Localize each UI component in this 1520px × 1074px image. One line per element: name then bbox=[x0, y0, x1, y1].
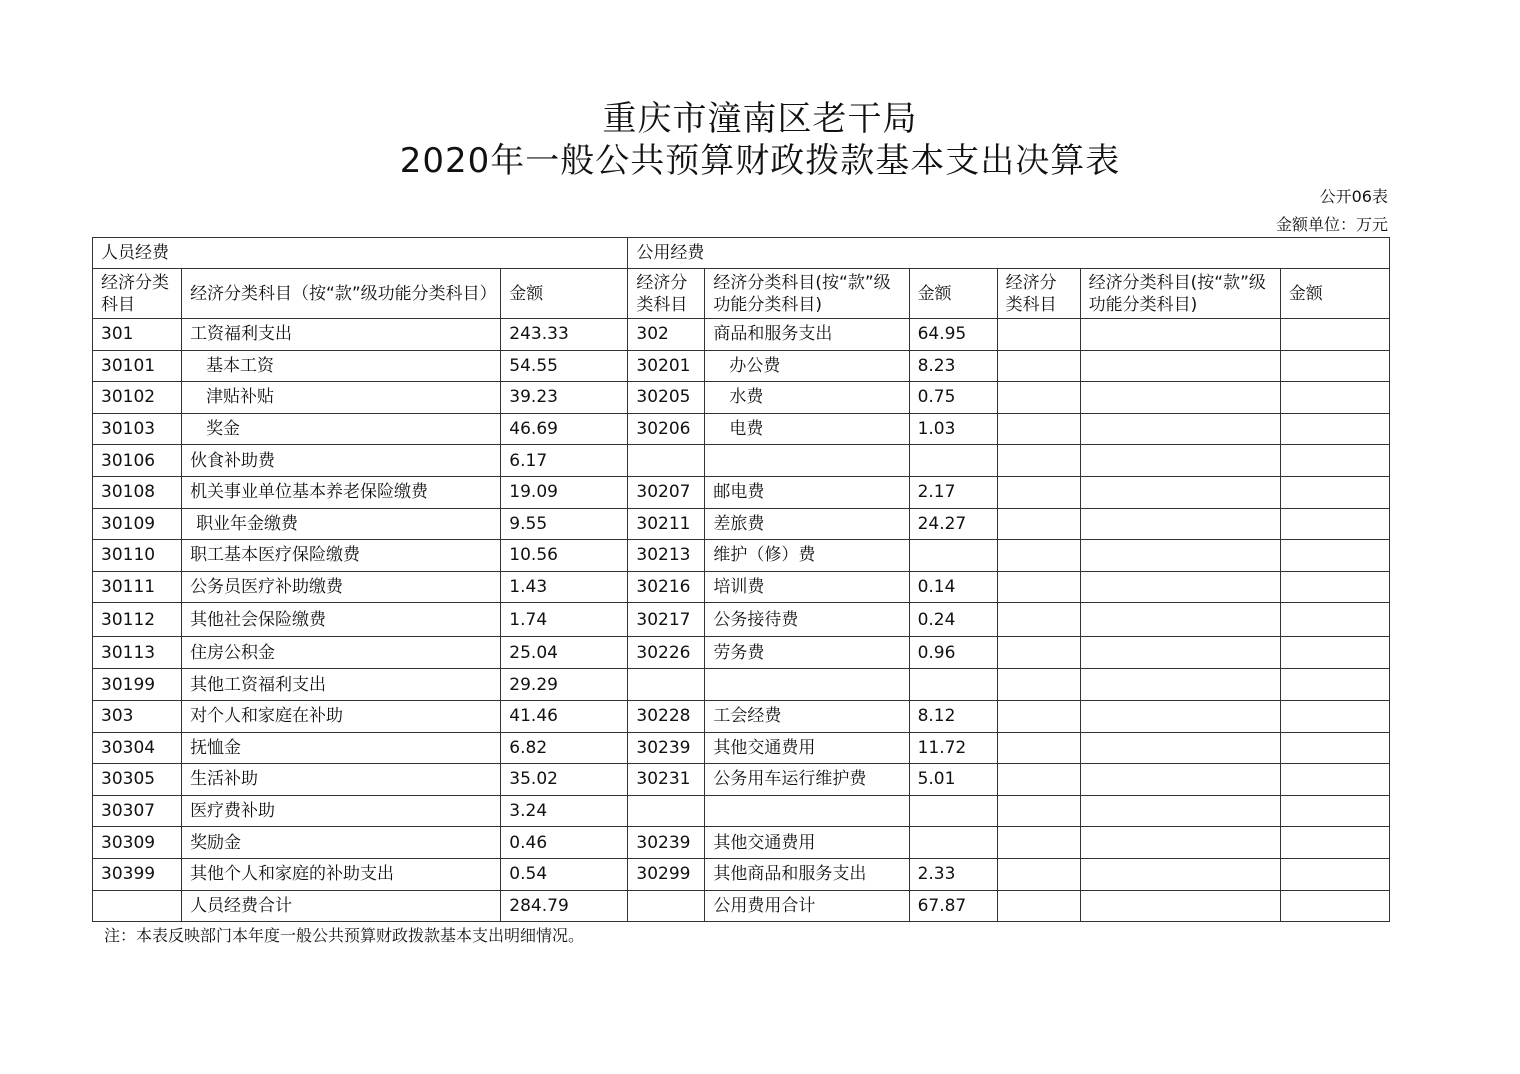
extra-amount-cell bbox=[1280, 508, 1389, 540]
public-code-cell: 30205 bbox=[628, 382, 705, 414]
personnel-amount-cell: 9.55 bbox=[501, 508, 628, 540]
personnel-name-cell: 基本工资 bbox=[182, 350, 501, 382]
extra-name-cell bbox=[1080, 827, 1280, 859]
personnel-code-cell: 30108 bbox=[93, 476, 182, 508]
personnel-name-cell: 工资福利支出 bbox=[182, 319, 501, 351]
extra-code-cell bbox=[997, 669, 1080, 701]
extra-name-cell bbox=[1080, 669, 1280, 701]
personnel-name-cell: 生活补助 bbox=[182, 764, 501, 796]
public-name-cell: 商品和服务支出 bbox=[705, 319, 909, 351]
public-code-cell: 30206 bbox=[628, 413, 705, 445]
personnel-total-amount: 284.79 bbox=[501, 890, 628, 921]
table-row bbox=[93, 700, 1390, 732]
personnel-name-cell: 机关事业单位基本养老保险缴费 bbox=[182, 476, 501, 508]
public-amount-cell: 64.95 bbox=[909, 319, 997, 351]
personnel-code-cell: 30399 bbox=[93, 858, 182, 890]
extra-amount-cell bbox=[1280, 732, 1389, 764]
extra-name-cell bbox=[1080, 858, 1280, 890]
extra-amount-cell bbox=[1280, 350, 1389, 382]
personnel-name-cell: 职工基本医疗保险缴费 bbox=[182, 540, 501, 572]
extra-name-cell bbox=[1080, 508, 1280, 540]
personnel-code-cell: 30111 bbox=[93, 571, 182, 603]
public-amount-cell: 1.03 bbox=[909, 413, 997, 445]
extra-amount-cell bbox=[1280, 827, 1389, 859]
public-amount-cell: 8.23 bbox=[909, 350, 997, 382]
personnel-code-cell: 30304 bbox=[93, 732, 182, 764]
personnel-amount-cell: 0.54 bbox=[501, 858, 628, 890]
extra-code-cell bbox=[997, 764, 1080, 796]
personnel-amount-cell: 25.04 bbox=[501, 637, 628, 669]
personnel-amount-cell: 35.02 bbox=[501, 764, 628, 796]
totals-row bbox=[93, 890, 1390, 921]
public-code-cell: 30299 bbox=[628, 858, 705, 890]
extra-amount-cell bbox=[1280, 413, 1389, 445]
public-amount-cell: 0.96 bbox=[909, 637, 997, 669]
extra-code-cell bbox=[997, 508, 1080, 540]
public-code-cell: 30213 bbox=[628, 540, 705, 572]
public-code-cell bbox=[628, 890, 705, 921]
public-name-cell: 维护（修）费 bbox=[705, 540, 909, 572]
public-total-amount: 67.87 bbox=[909, 890, 997, 921]
extra-amount-cell bbox=[1280, 319, 1389, 351]
table-row bbox=[93, 319, 1390, 351]
personnel-name-cell: 职业年金缴费 bbox=[182, 508, 501, 540]
table-row bbox=[93, 350, 1390, 382]
personnel-amount-cell: 1.43 bbox=[501, 571, 628, 603]
personnel-name-cell: 对个人和家庭在补助 bbox=[182, 700, 501, 732]
public-code-cell: 30231 bbox=[628, 764, 705, 796]
public-name-cell: 劳务费 bbox=[705, 637, 909, 669]
personnel-name-cell: 其他工资福利支出 bbox=[182, 669, 501, 701]
group-personnel: 人员经费 bbox=[93, 238, 628, 269]
extra-name-cell bbox=[1080, 890, 1280, 921]
personnel-name-cell: 奖金 bbox=[182, 413, 501, 445]
personnel-amount-cell: 243.33 bbox=[501, 319, 628, 351]
public-code-cell: 30239 bbox=[628, 827, 705, 859]
personnel-name-cell: 伙食补助费 bbox=[182, 445, 501, 477]
extra-amount-cell bbox=[1280, 858, 1389, 890]
extra-amount-cell bbox=[1280, 669, 1389, 701]
personnel-name-cell: 医疗费补助 bbox=[182, 795, 501, 827]
personnel-code-cell: 30199 bbox=[93, 669, 182, 701]
extra-code-cell bbox=[997, 350, 1080, 382]
personnel-amount-cell: 46.69 bbox=[501, 413, 628, 445]
extra-name-cell bbox=[1080, 319, 1280, 351]
extra-code-cell bbox=[997, 382, 1080, 414]
personnel-amount-cell: 6.82 bbox=[501, 732, 628, 764]
personnel-total-label: 人员经费合计 bbox=[182, 890, 501, 921]
table-row bbox=[93, 732, 1390, 764]
table-row bbox=[93, 858, 1390, 890]
table-row bbox=[93, 445, 1390, 477]
table-row bbox=[93, 795, 1390, 827]
personnel-amount-cell: 3.24 bbox=[501, 795, 628, 827]
table-row bbox=[93, 669, 1390, 701]
public-name-cell: 工会经费 bbox=[705, 700, 909, 732]
public-total-label: 公用费用合计 bbox=[705, 890, 909, 921]
extra-code-cell bbox=[997, 540, 1080, 572]
public-amount-cell: 2.33 bbox=[909, 858, 997, 890]
personnel-amount-cell: 6.17 bbox=[501, 445, 628, 477]
public-amount-cell bbox=[909, 669, 997, 701]
public-code-cell: 30239 bbox=[628, 732, 705, 764]
personnel-amount-cell: 29.29 bbox=[501, 669, 628, 701]
extra-code-cell bbox=[997, 637, 1080, 669]
table-row bbox=[93, 637, 1390, 669]
extra-name-cell bbox=[1080, 603, 1280, 637]
table-note: 注：本表反映部门本年度一般公共预算财政拨款基本支出明细情况。 bbox=[104, 926, 585, 945]
public-code-cell: 30228 bbox=[628, 700, 705, 732]
header-code: 经济分类科目 bbox=[997, 269, 1080, 319]
public-amount-cell: 11.72 bbox=[909, 732, 997, 764]
public-amount-cell bbox=[909, 827, 997, 859]
personnel-code-cell: 303 bbox=[93, 700, 182, 732]
extra-code-cell bbox=[997, 571, 1080, 603]
header-name: 经济分类科目(按“款”级功能分类科目) bbox=[705, 269, 909, 319]
public-amount-cell: 8.12 bbox=[909, 700, 997, 732]
table-row bbox=[93, 382, 1390, 414]
personnel-name-cell: 住房公积金 bbox=[182, 637, 501, 669]
personnel-code-cell: 30102 bbox=[93, 382, 182, 414]
extra-amount-cell bbox=[1280, 700, 1389, 732]
personnel-code-cell: 30309 bbox=[93, 827, 182, 859]
extra-code-cell bbox=[997, 603, 1080, 637]
personnel-code-cell: 30110 bbox=[93, 540, 182, 572]
public-name-cell: 邮电费 bbox=[705, 476, 909, 508]
extra-code-cell bbox=[997, 795, 1080, 827]
table-number: 公开06表 bbox=[1319, 187, 1388, 206]
expenditure-table bbox=[92, 237, 1390, 922]
extra-amount-cell bbox=[1280, 571, 1389, 603]
table-row bbox=[93, 508, 1390, 540]
public-name-cell: 公务用车运行维护费 bbox=[705, 764, 909, 796]
extra-name-cell bbox=[1080, 795, 1280, 827]
extra-code-cell bbox=[997, 858, 1080, 890]
extra-name-cell bbox=[1080, 764, 1280, 796]
public-name-cell: 水费 bbox=[705, 382, 909, 414]
table-row bbox=[93, 476, 1390, 508]
extra-amount-cell bbox=[1280, 890, 1389, 921]
table-row bbox=[93, 540, 1390, 572]
public-name-cell: 其他交通费用 bbox=[705, 827, 909, 859]
personnel-code-cell: 30305 bbox=[93, 764, 182, 796]
public-code-cell: 30211 bbox=[628, 508, 705, 540]
extra-amount-cell bbox=[1280, 382, 1389, 414]
public-name-cell: 办公费 bbox=[705, 350, 909, 382]
public-name-cell bbox=[705, 669, 909, 701]
public-amount-cell bbox=[909, 540, 997, 572]
amount-unit: 金额单位：万元 bbox=[1275, 215, 1388, 234]
public-code-cell: 30201 bbox=[628, 350, 705, 382]
public-name-cell: 公务接待费 bbox=[705, 603, 909, 637]
header-amount: 金额 bbox=[909, 269, 997, 319]
personnel-code-cell bbox=[93, 890, 182, 921]
personnel-amount-cell: 39.23 bbox=[501, 382, 628, 414]
extra-code-cell bbox=[997, 732, 1080, 764]
extra-code-cell bbox=[997, 445, 1080, 477]
personnel-amount-cell: 19.09 bbox=[501, 476, 628, 508]
extra-name-cell bbox=[1080, 445, 1280, 477]
group-header-row bbox=[93, 238, 1390, 269]
personnel-name-cell: 抚恤金 bbox=[182, 732, 501, 764]
public-code-cell: 30207 bbox=[628, 476, 705, 508]
public-name-cell: 差旅费 bbox=[705, 508, 909, 540]
public-amount-cell: 5.01 bbox=[909, 764, 997, 796]
table-body bbox=[93, 238, 1390, 922]
public-code-cell: 30217 bbox=[628, 603, 705, 637]
public-code-cell: 302 bbox=[628, 319, 705, 351]
extra-name-cell bbox=[1080, 476, 1280, 508]
public-name-cell: 其他交通费用 bbox=[705, 732, 909, 764]
extra-name-cell bbox=[1080, 540, 1280, 572]
header-amount: 金额 bbox=[501, 269, 628, 319]
header-name: 经济分类科目（按“款”级功能分类科目） bbox=[182, 269, 501, 319]
extra-name-cell bbox=[1080, 382, 1280, 414]
public-code-cell: 30226 bbox=[628, 637, 705, 669]
public-name-cell bbox=[705, 795, 909, 827]
title-line-2: 2020年一般公共预算财政拨款基本支出决算表 bbox=[399, 141, 1121, 181]
extra-amount-cell bbox=[1280, 445, 1389, 477]
table-row bbox=[93, 827, 1390, 859]
public-amount-cell: 0.24 bbox=[909, 603, 997, 637]
extra-name-cell bbox=[1080, 700, 1280, 732]
public-name-cell: 其他商品和服务支出 bbox=[705, 858, 909, 890]
extra-code-cell bbox=[997, 413, 1080, 445]
personnel-code-cell: 301 bbox=[93, 319, 182, 351]
personnel-code-cell: 30109 bbox=[93, 508, 182, 540]
public-name-cell: 电费 bbox=[705, 413, 909, 445]
public-code-cell bbox=[628, 669, 705, 701]
personnel-name-cell: 其他个人和家庭的补助支出 bbox=[182, 858, 501, 890]
extra-amount-cell bbox=[1280, 603, 1389, 637]
header-code: 经济分类科目 bbox=[628, 269, 705, 319]
extra-amount-cell bbox=[1280, 795, 1389, 827]
personnel-amount-cell: 54.55 bbox=[501, 350, 628, 382]
personnel-name-cell: 公务员医疗补助缴费 bbox=[182, 571, 501, 603]
public-name-cell bbox=[705, 445, 909, 477]
header-amount: 金额 bbox=[1280, 269, 1389, 319]
personnel-amount-cell: 0.46 bbox=[501, 827, 628, 859]
table-row bbox=[93, 413, 1390, 445]
extra-code-cell bbox=[997, 700, 1080, 732]
public-code-cell bbox=[628, 445, 705, 477]
extra-code-cell bbox=[997, 890, 1080, 921]
public-amount-cell bbox=[909, 795, 997, 827]
personnel-amount-cell: 10.56 bbox=[501, 540, 628, 572]
extra-code-cell bbox=[997, 827, 1080, 859]
public-amount-cell: 0.75 bbox=[909, 382, 997, 414]
personnel-name-cell: 其他社会保险缴费 bbox=[182, 603, 501, 637]
personnel-code-cell: 30113 bbox=[93, 637, 182, 669]
public-amount-cell bbox=[909, 445, 997, 477]
public-name-cell: 培训费 bbox=[705, 571, 909, 603]
personnel-name-cell: 津贴补贴 bbox=[182, 382, 501, 414]
header-name: 经济分类科目(按“款”级功能分类科目) bbox=[1080, 269, 1280, 319]
extra-name-cell bbox=[1080, 732, 1280, 764]
group-public: 公用经费 bbox=[628, 238, 1390, 269]
title-line-1: 重庆市潼南区老干局 bbox=[602, 99, 918, 139]
public-code-cell: 30216 bbox=[628, 571, 705, 603]
header-code: 经济分类科目 bbox=[93, 269, 182, 319]
table-row bbox=[93, 603, 1390, 637]
extra-code-cell bbox=[997, 319, 1080, 351]
public-amount-cell: 2.17 bbox=[909, 476, 997, 508]
personnel-amount-cell: 41.46 bbox=[501, 700, 628, 732]
personnel-code-cell: 30101 bbox=[93, 350, 182, 382]
column-header-row bbox=[93, 269, 1390, 319]
personnel-code-cell: 30112 bbox=[93, 603, 182, 637]
public-amount-cell: 0.14 bbox=[909, 571, 997, 603]
personnel-code-cell: 30103 bbox=[93, 413, 182, 445]
extra-amount-cell bbox=[1280, 540, 1389, 572]
table-row bbox=[93, 571, 1390, 603]
extra-amount-cell bbox=[1280, 476, 1389, 508]
extra-code-cell bbox=[997, 476, 1080, 508]
extra-name-cell bbox=[1080, 350, 1280, 382]
extra-name-cell bbox=[1080, 413, 1280, 445]
personnel-name-cell: 奖励金 bbox=[182, 827, 501, 859]
public-code-cell bbox=[628, 795, 705, 827]
table-row bbox=[93, 764, 1390, 796]
extra-amount-cell bbox=[1280, 637, 1389, 669]
extra-name-cell bbox=[1080, 571, 1280, 603]
extra-name-cell bbox=[1080, 637, 1280, 669]
personnel-code-cell: 30106 bbox=[93, 445, 182, 477]
public-amount-cell: 24.27 bbox=[909, 508, 997, 540]
personnel-amount-cell: 1.74 bbox=[501, 603, 628, 637]
extra-amount-cell bbox=[1280, 764, 1389, 796]
personnel-code-cell: 30307 bbox=[93, 795, 182, 827]
